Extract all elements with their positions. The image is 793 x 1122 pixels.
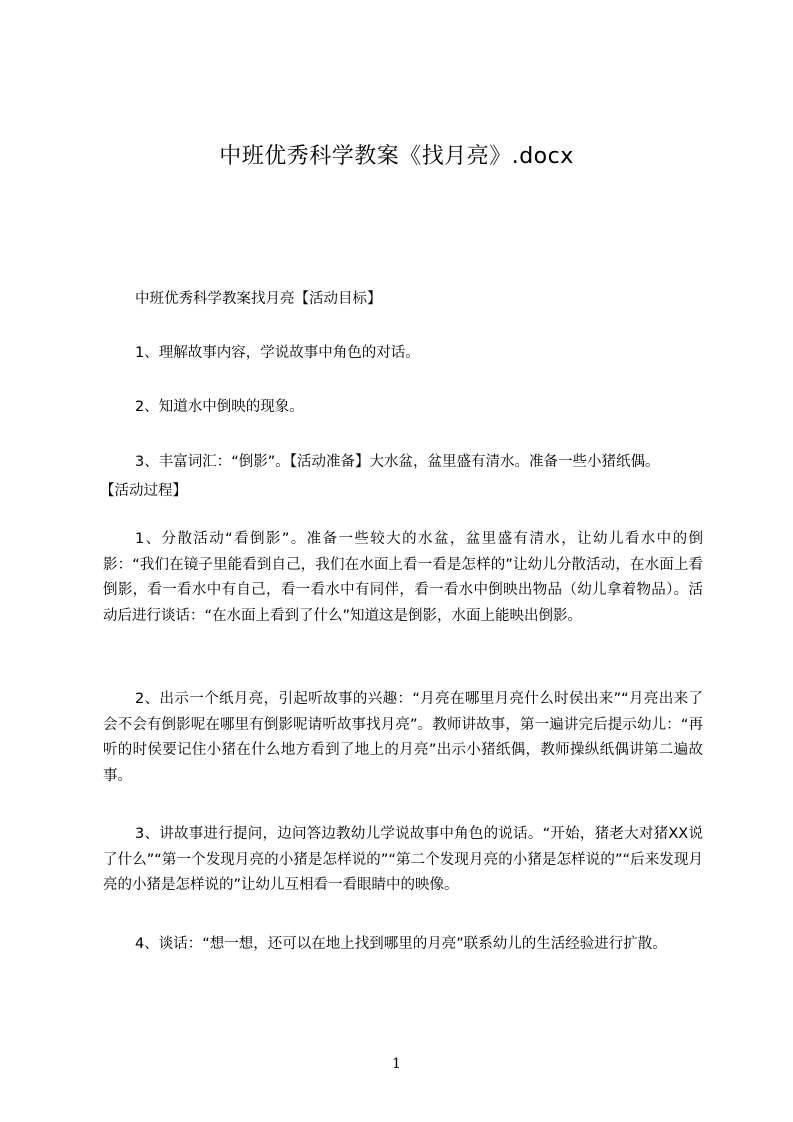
paragraph-step-2: 2、出示一个纸月亮，引起听故事的兴趣：“月亮在哪里月亮什么时侯出来”“月亮出来了会不会有倒影呢在哪里有倒影呢请听故事找月亮”。教师讲故事，第一遍讲完后提示幼儿：“再听的时侯要记住小猪在什么地方看到了地上的月亮”出示小猪纸偶，教师操纵纸偶讲第二遍故事。	[103, 691, 703, 784]
paragraph-goal-2: 2、知道水中倒映的现象。	[135, 399, 304, 415]
page-number: 1	[392, 1056, 401, 1072]
paragraph-step-1: 1、分散活动“看倒影”。准备一些较大的水盆，盆里盛有清水，让幼儿看水中的倒影：“我们在镜子里能看到自己，我们在水面上看一看是怎样的”让幼儿分散活动，在水面上看倒影，看一看水中有自己，看一看水中有同伴，看一看水中倒映出物品（幼儿拿着物品）。活动后进行谈话：“在水面上看到了什么”知道这是倒影，水面上能映出倒影。	[103, 531, 703, 624]
paragraph-heading-goals: 中班优秀科学教案找月亮【活动目标】	[135, 291, 382, 307]
paragraph-step-3: 3、讲故事进行提问，边问答边教幼儿学说故事中角色的说话。“开始，猪老大对猪XX说了什么”“第一个发现月亮的小猪是怎样说的”“第二个发现月亮的小猪是怎样说的”“后来发现月亮的小猪是怎样说的”让幼儿互相看一看眼睛中的映像。	[103, 826, 703, 893]
paragraph-goal-3: 3、丰富词汇：“倒影”。【活动准备】大水盆，盆里盛有清水。准备一些小猪纸偶。	[135, 454, 660, 470]
paragraph-heading-process: 【活动过程】	[100, 483, 187, 499]
document-title: 中班优秀科学教案《找月亮》.docx	[219, 144, 574, 169]
paragraph-step-4: 4、谈话：“想一想，还可以在地上找到哪里的月亮”联系幼儿的生活经验进行扩散。	[135, 936, 667, 952]
paragraph-goal-1: 1、理解故事内容，学说故事中角色的对话。	[135, 345, 420, 361]
